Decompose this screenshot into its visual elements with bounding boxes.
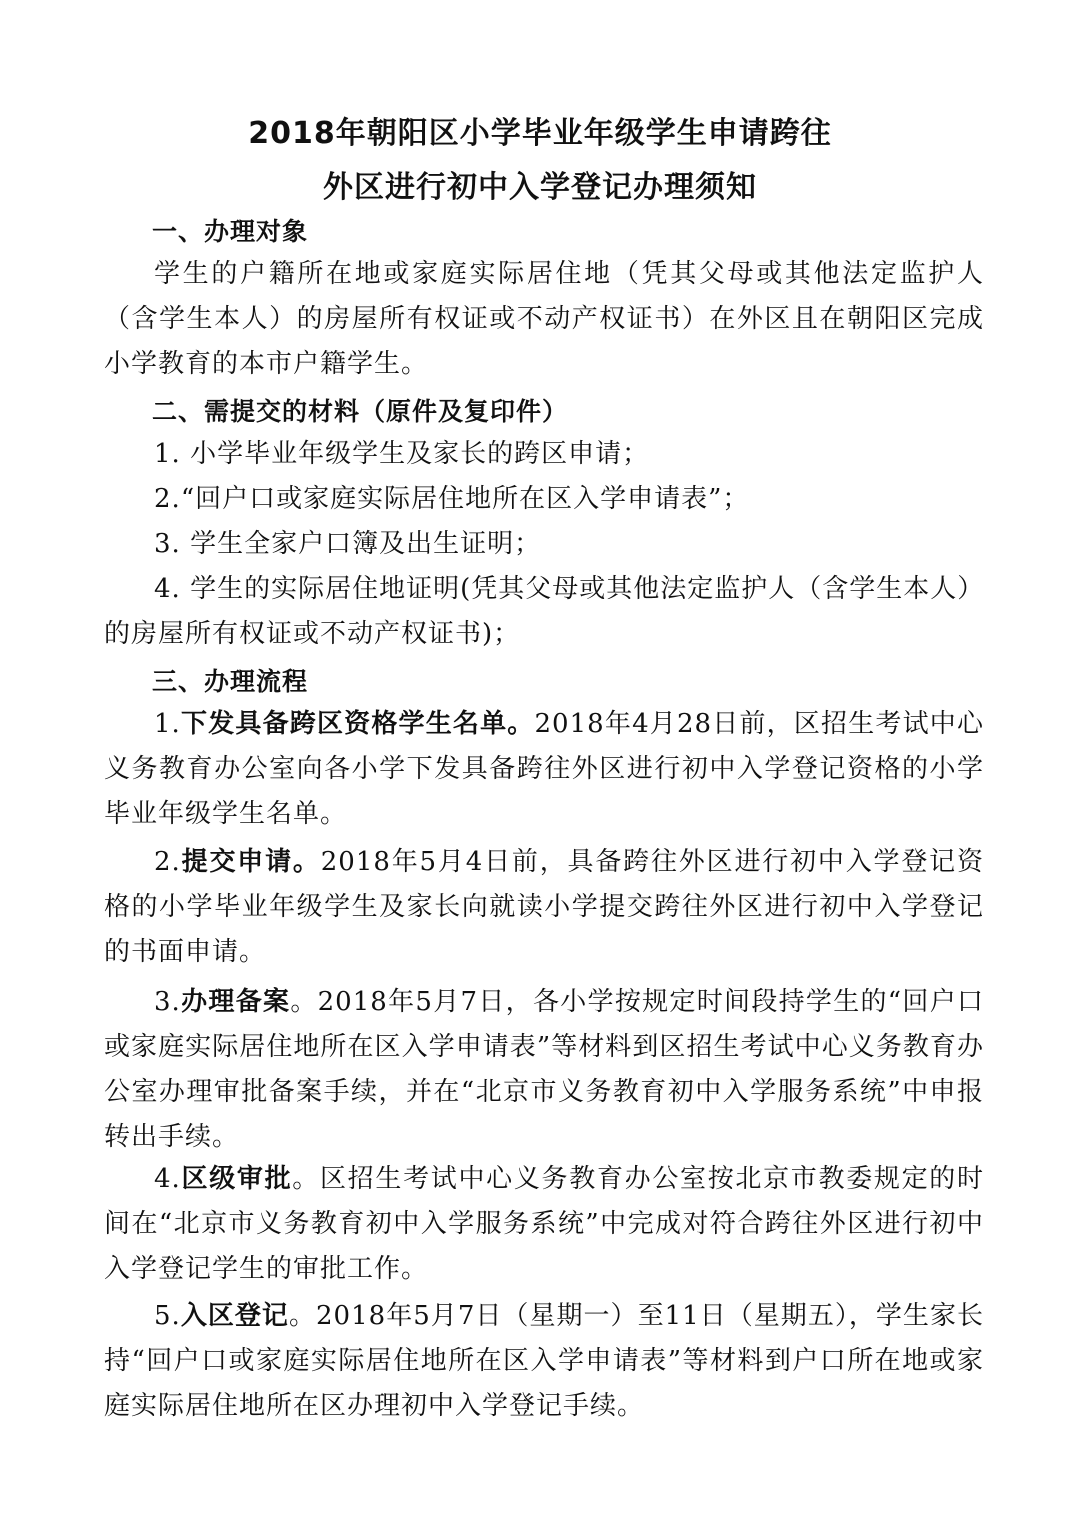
document-title-line2: 外区进行初中入学登记办理须知 — [323, 170, 757, 205]
process-step-title: 区级审批 — [180, 1164, 293, 1194]
material-item-4 — [104, 567, 984, 657]
material-item-text: 小学毕业年级学生及家长的跨区申请； — [190, 439, 650, 469]
process-step-title: 下发具备跨区资格学生名单。 — [180, 709, 535, 739]
process-step-title: 提交申请。 — [180, 847, 321, 877]
process-step-text: 2018年5月4日前，具备跨往外区进行初中入学登记资格的小学毕业年级学生及家长向就读小学提交跨往外区进行初中入学登记的书面申请。 — [104, 847, 984, 967]
process-step-text: 。2018年5月7日（星期一）至11日（星期五），学生家长持“回户口或家庭实际居住地所在区入学申请表”等材料到户口所在地或家庭实际居住地所在区办理初中入学登记手续。 — [104, 1301, 984, 1421]
process-step-number: 5. — [154, 1301, 181, 1331]
process-step-number: 3. — [154, 987, 181, 1017]
process-step-title: 入区登记 — [180, 1301, 289, 1331]
process-step-3 — [104, 980, 984, 1160]
material-item-3 — [104, 522, 984, 567]
material-item-2 — [104, 477, 984, 522]
material-item-number: 2. — [154, 484, 181, 514]
material-item-number: 1. — [154, 439, 181, 469]
process-step-text: 。2018年5月7日，各小学按规定时间段持学生的“回户口或家庭实际居住地所在区入学申请表”等材料到区招生考试中心义务教育办公室办理审批备案手续，并在“北京市义务教育初中入学服务系统”中申报转出手续。 — [104, 987, 984, 1152]
section1-heading: 一、办理对象 — [152, 217, 309, 246]
process-step-4 — [104, 1157, 984, 1292]
process-step-5 — [104, 1294, 984, 1429]
process-step-1 — [104, 702, 984, 837]
section1-text: 学生的户籍所在地或家庭实际居住地（凭其父母或其他法定监护人（含学生本人）的房屋所有权证或不动产权证书）在外区且在朝阳区完成小学教育的本市户籍学生。 — [104, 259, 984, 379]
document-title-line1: 2018年朝阳区小学毕业年级学生申请跨往 — [248, 116, 832, 151]
process-step-text: 2018年4月28日前，区招生考试中心义务教育办公室向各小学下发具备跨往外区进行初中入学登记资格的小学毕业年级学生名单。 — [104, 709, 984, 829]
material-item-text: 学生全家户口簿及出生证明； — [190, 529, 542, 559]
process-step-text: 。区招生考试中心义务教育办公室按北京市教委规定的时间在“北京市义务教育初中入学服务系统”中完成对符合跨往外区进行初中入学登记学生的审批工作。 — [104, 1164, 984, 1284]
material-item-text: “回户口或家庭实际居住地所在区入学申请表”； — [180, 484, 750, 514]
material-item-text: 学生的实际居住地证明(凭其父母或其他法定监护人（含学生本人）的房屋所有权证或不动产权证书)； — [104, 574, 972, 649]
process-step-number: 4. — [154, 1164, 181, 1194]
material-item-number: 4. — [154, 574, 181, 604]
process-step-title: 办理备案 — [180, 987, 291, 1017]
material-item-number: 3. — [154, 529, 181, 559]
process-step-2 — [104, 840, 984, 975]
process-step-number: 1. — [154, 709, 181, 739]
material-item-1 — [104, 432, 984, 477]
section2-heading: 二、需提交的材料（原件及复印件） — [152, 397, 569, 426]
process-step-number: 2. — [154, 847, 181, 877]
section3-heading: 三、办理流程 — [152, 667, 309, 696]
